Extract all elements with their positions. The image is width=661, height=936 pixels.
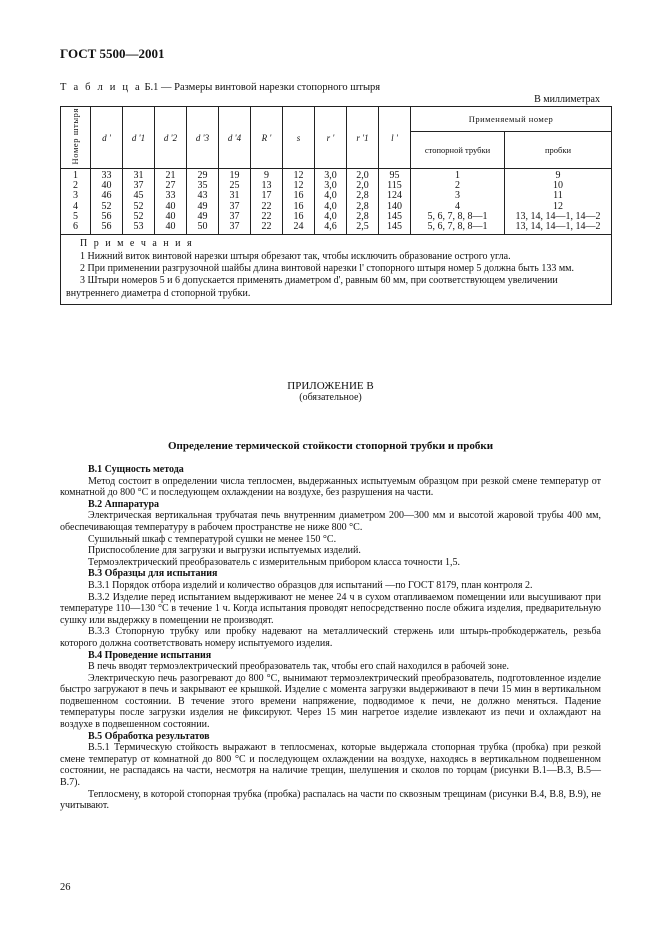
table-caption [60, 82, 380, 93]
note-1: 1 Нижний виток винтовой нарезки штыря обрезают так, чтобы исключить образование острого угла. [80, 250, 511, 262]
col-header-r: r ' [315, 107, 347, 169]
page-number: 26 [60, 882, 71, 893]
cell-pin-numbers: 1 2 3 4 5 6 [61, 169, 91, 235]
table-caption-text: Б.1 — Размеры винтовой нарезки стопорного штыря [144, 82, 381, 93]
section-b1-text: Метод состоит в определении числа теплосмен, выдержанных испытуемым образцом при резкой смене температур от комнатной до 800 °С и последующем охлаждении на воздухе, без разрушения на части. [60, 475, 601, 499]
cell-d2: 21 27 33 40 40 40 [155, 169, 187, 235]
cell-s: 12 12 16 16 16 24 [283, 169, 315, 235]
appendix-title: ПРИЛОЖЕНИЕ В [287, 380, 374, 392]
col-header-d4: d '4 [219, 107, 251, 169]
cell-d: 33 40 46 52 56 56 [91, 169, 123, 235]
table-units: В миллиметрах [534, 94, 600, 105]
col-header-r1: r '1 [347, 107, 379, 169]
cell-d4: 19 25 31 37 37 37 [219, 169, 251, 235]
section-b2-text-1: Электрическая вертикальная трубчатая печь внутренним диаметром 200—300 мм и высотой жаровой трубы 400 мм, обеспечивающая температуру в рабочем пространстве не ниже 800 °С. [60, 510, 601, 533]
col-header-d3: d '3 [187, 107, 219, 169]
section-b4-text-2: Электрическую печь разогревают до 800 °С, вынимают термоэлектрический преобразователь, подготовленное изделие быстро загружают в печь и закрывают ее крышкой. Изделие с момента загрузки выдерживают в печи 15 мин в вертикальном подвешенном состоянии. В течение этого времени напряжение, подводимое к печи, не должно меняться. Падение температуры после загрузки изделия не фиксируют. Через 15 мин нагретое изделие извлекают из печи и охлаждают на воздухе в подвешенном состоянии. [60, 672, 601, 731]
col-header-R: R ' [251, 107, 283, 169]
table-data-row [61, 169, 612, 235]
cell-plug: 9 10 11 12 13, 14, 14—1, 14—2 13, 14, 14—1, 14—2 [505, 169, 612, 235]
document-header: ГОСТ 5500—2001 [60, 46, 165, 61]
thread-size-table [60, 106, 612, 305]
col-header-stopper-tube: стопорной трубки [411, 132, 505, 169]
col-header-s: s [283, 107, 315, 169]
section-b3-heading: В.3 Образцы для испытания [88, 568, 218, 580]
col-header-applied-number: Применяемый номер [411, 107, 612, 132]
cell-r1: 2,0 2,0 2,8 2,8 2,8 2,5 [347, 169, 379, 235]
section-b5-text-2: Теплосмену, в которой стопорная трубка (пробка) распалась на части по сквозным трещинам (рисунки В.4, В.8, В.9), не учитывают. [60, 788, 601, 812]
col-header-d: d ' [91, 107, 123, 169]
col-header-l: l ' [379, 107, 411, 169]
col-header-plug: пробки [505, 132, 612, 169]
cell-d1: 31 37 45 52 52 53 [123, 169, 155, 235]
section-b2-text-3: Приспособление для загрузки и выгрузки испытуемых изделий. [88, 545, 361, 557]
cell-R: 9 13 17 22 22 22 [251, 169, 283, 235]
section-b2-text-2: Сушильный шкаф с температурой сушки не менее 150 °С. [88, 533, 337, 545]
notes-title: П р и м е ч а н и я [80, 238, 194, 250]
appendix-subtitle: (обязательное) [299, 392, 362, 403]
section-b3-text-2: В.3.2 Изделие перед испытанием выдерживают не менее 24 ч в сухом отапливаемом помещении или высушивают при температуре 110—130 °С в течение 1 ч. Когда испытания проводят непосредственно после обжига изделия, предварительную сушку или выдержку в помещении не производят. [60, 591, 601, 626]
cell-l: 95 115 124 140 145 145 [379, 169, 411, 235]
section-b2-text-4: Термоэлектрический преобразователь с измерительным прибором класса точности 1,5. [88, 556, 461, 568]
section-b5-heading: В.5 Обработка результатов [88, 730, 210, 742]
section-b4-text-1: В печь вводят термоэлектрический преобразователь так, чтобы его спай находился в рабочей зоне. [88, 661, 510, 673]
table-caption-prefix: Т а б л и ц а [60, 82, 142, 93]
section-b3-text-1: В.3.1 Порядок отбора изделий и количество образцов для испытаний —по ГОСТ 8179, план контроля 2. [88, 579, 533, 591]
note-3: 3 Штыри номеров 5 и 6 допускается применять диаметром d', равным 60 мм, при соответствующем увеличении внутреннего диаметра d стопорной трубки. [66, 275, 558, 299]
cell-d3: 29 35 43 49 49 50 [187, 169, 219, 235]
section-b4-heading: В.4 Проведение испытания [88, 649, 212, 661]
section-b1-heading: В.1 Сущность метода [88, 464, 184, 475]
appendix-body [60, 464, 601, 812]
section-b3-text-3: В.3.3 Стопорную трубку или пробку надевают на металлический стержень или штырь-пробкодержатель, резьба которого должна соответствовать номеру испытуемого изделия. [60, 626, 601, 649]
section-b5-text-1: В.5.1 Термическую стойкость выражают в теплосменах, которые выдержала стопорная трубка (пробка) при резкой смене температур от комнатной до 800 °С и последующем охлаждении на воздухе, находясь в вертикальном подвешенном состоянии, не распадаясь на части, несмотря на наличие трещин, шелушения и сколов по торцам (рисунки В.1—В.3, В.5—В.7). [60, 742, 601, 789]
col-header-pin-number: Номер штыря [61, 107, 91, 169]
col-header-d2: d '2 [155, 107, 187, 169]
note-2: 2 При применении разгрузочной шайбы длина винтовой нарезки l' стопорного штыря номер 5 должна быть 133 мм. [80, 263, 574, 275]
cell-r: 3,0 3,0 4,0 4,0 4,0 4,6 [315, 169, 347, 235]
col-header-d1: d '1 [123, 107, 155, 169]
cell-stopper-tube: 1 2 3 4 5, 6, 7, 8, 8—1 5, 6, 7, 8, 8—1 [411, 169, 505, 235]
section-b2-heading: В.2 Аппаратура [88, 498, 160, 510]
appendix-heading: Определение термической стойкости стопорной трубки и пробки [167, 440, 494, 452]
table-notes [61, 235, 612, 305]
